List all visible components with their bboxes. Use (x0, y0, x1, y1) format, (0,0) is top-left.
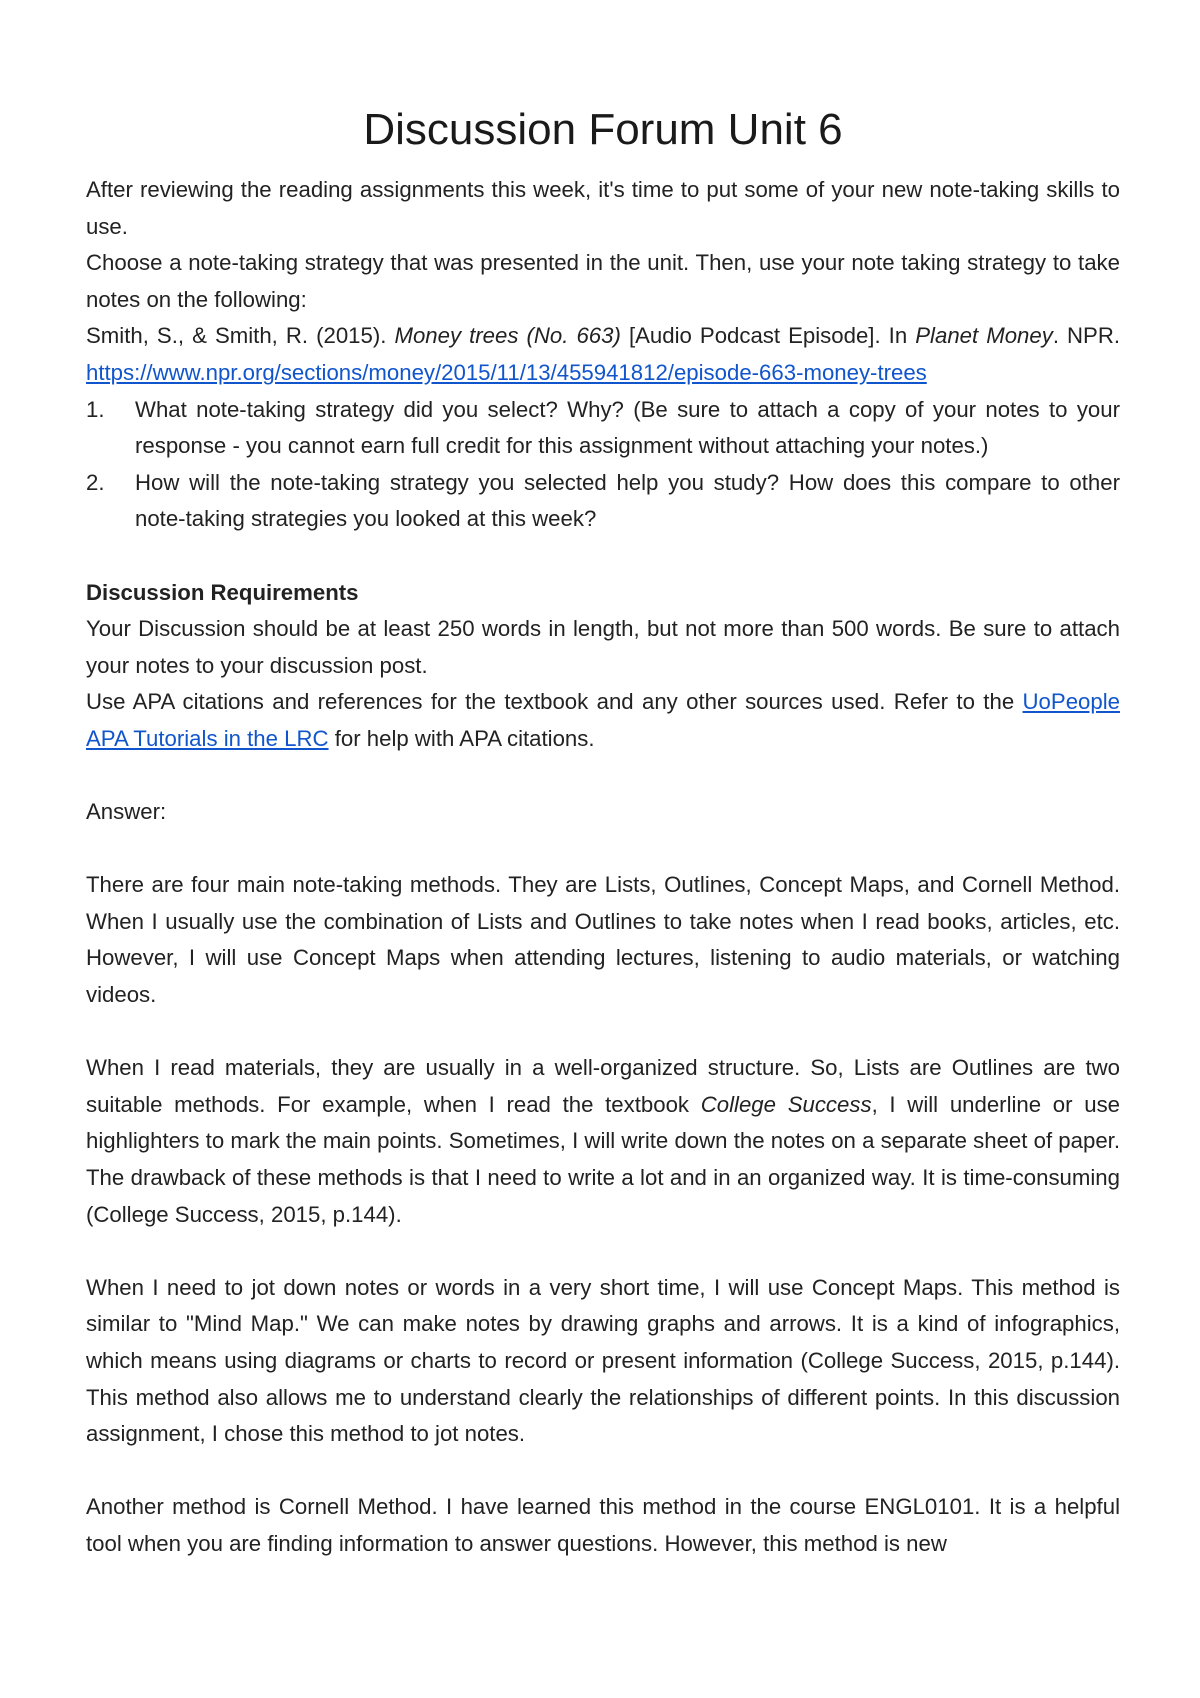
spacer (86, 758, 1120, 795)
list-item (86, 392, 1120, 465)
list-item-text: How will the note-taking strategy you selected help you study? How does this compare to other note-taking strategies you looked at this week? (135, 469, 1120, 532)
spacer (86, 1453, 1120, 1490)
citation-format: [Audio Podcast Episode]. In (628, 323, 908, 349)
answer-paragraph-2 (86, 1050, 1120, 1233)
requirements-paragraph-1: Your Discussion should be at least 250 words in length, but not more than 500 words. Be sure to attach your notes to your discussion post. (86, 616, 1120, 678)
answer-paragraph-1: There are four main note-taking methods. They are Lists, Outlines, Concept Maps, and Cornell Method. When I usually use the combination of Lists and Outlines to take notes when I read books, articles, etc. However, I will use Concept Maps when attending lectures, listening to audio materials, or watching videos. (86, 872, 1120, 1008)
apa-tutorials-link[interactable]: UoPeople APA Tutorials in the LRC (86, 689, 1120, 751)
answer-paragraph-3: When I need to jot down notes or words in a very short time, I will use Concept Maps. This method is similar to "Mind Map." We can make notes by drawing graphs and arrows. It is a kind of infographics, which means using diagrams or charts to record or present information (College Success, 2015, p.144). This method also allows me to understand clearly the relationships of different points. In this discussion assignment, I chose this method to jot notes. (86, 1274, 1120, 1447)
requirements-paragraph-2 (86, 684, 1120, 757)
answer-paragraph-2-end: , I will underline or use highlighters to mark the main points. Sometimes, I will write down the notes on a separate sheet of paper. The drawback of these methods is that I need to write a lot and in an organized way. It is time-consuming (College Success, 2015, p.144). (86, 1091, 1121, 1227)
spacer (86, 1233, 1120, 1270)
spacer (86, 538, 1120, 575)
list-item-number: 2. (86, 469, 105, 495)
citation-show: Planet Money (915, 323, 1053, 349)
answer-paragraph-2-start: When I read materials, they are usually in a well-organized structure. So, Lists are Outlines are two suitable methods. For example, when I read the textbook (86, 1055, 1120, 1117)
answer-paragraph-4: Another method is Cornell Method. I have learned this method in the course ENGL0101. It is a helpful tool when you are finding information to answer questions. However, this method is new (86, 1494, 1120, 1556)
citation-publisher: . NPR. (1052, 323, 1121, 349)
requirements-text-after-link: for help with APA citations. (334, 725, 595, 751)
citation-episode-title: Money trees (No. 663) (394, 323, 621, 349)
book-title: College Success (700, 1091, 872, 1117)
citation-url-link[interactable]: https://www.npr.org/sections/money/2015/11/13/455941812/episode-663-money-trees (86, 359, 927, 385)
intro-paragraph-1: After reviewing the reading assignments this week, it's time to put some of your new note-taking skills to use. (86, 177, 1120, 239)
list-item-number: 1. (86, 396, 105, 422)
citation (86, 318, 1120, 391)
list-item (86, 465, 1120, 538)
question-list (86, 392, 1120, 538)
spacer (86, 1014, 1120, 1051)
requirements-heading: Discussion Requirements (86, 579, 359, 605)
citation-authors: Smith, S., & Smith, R. (2015). (86, 323, 387, 349)
page-title: Discussion Forum Unit 6 (363, 105, 843, 154)
spacer (86, 831, 1120, 868)
answer-label: Answer: (86, 799, 167, 825)
intro-paragraph-2: Choose a note-taking strategy that was presented in the unit. Then, use your note taking strategy to take notes on the following: (86, 250, 1120, 312)
requirements-text-before-link: Use APA citations and references for the textbook and any other sources used. Refer to the (86, 689, 1015, 715)
list-item-text: What note-taking strategy did you select? Why? (Be sure to attach a copy of your notes to your response - you cannot earn full credit for this assignment without attaching your notes.) (135, 396, 1120, 459)
